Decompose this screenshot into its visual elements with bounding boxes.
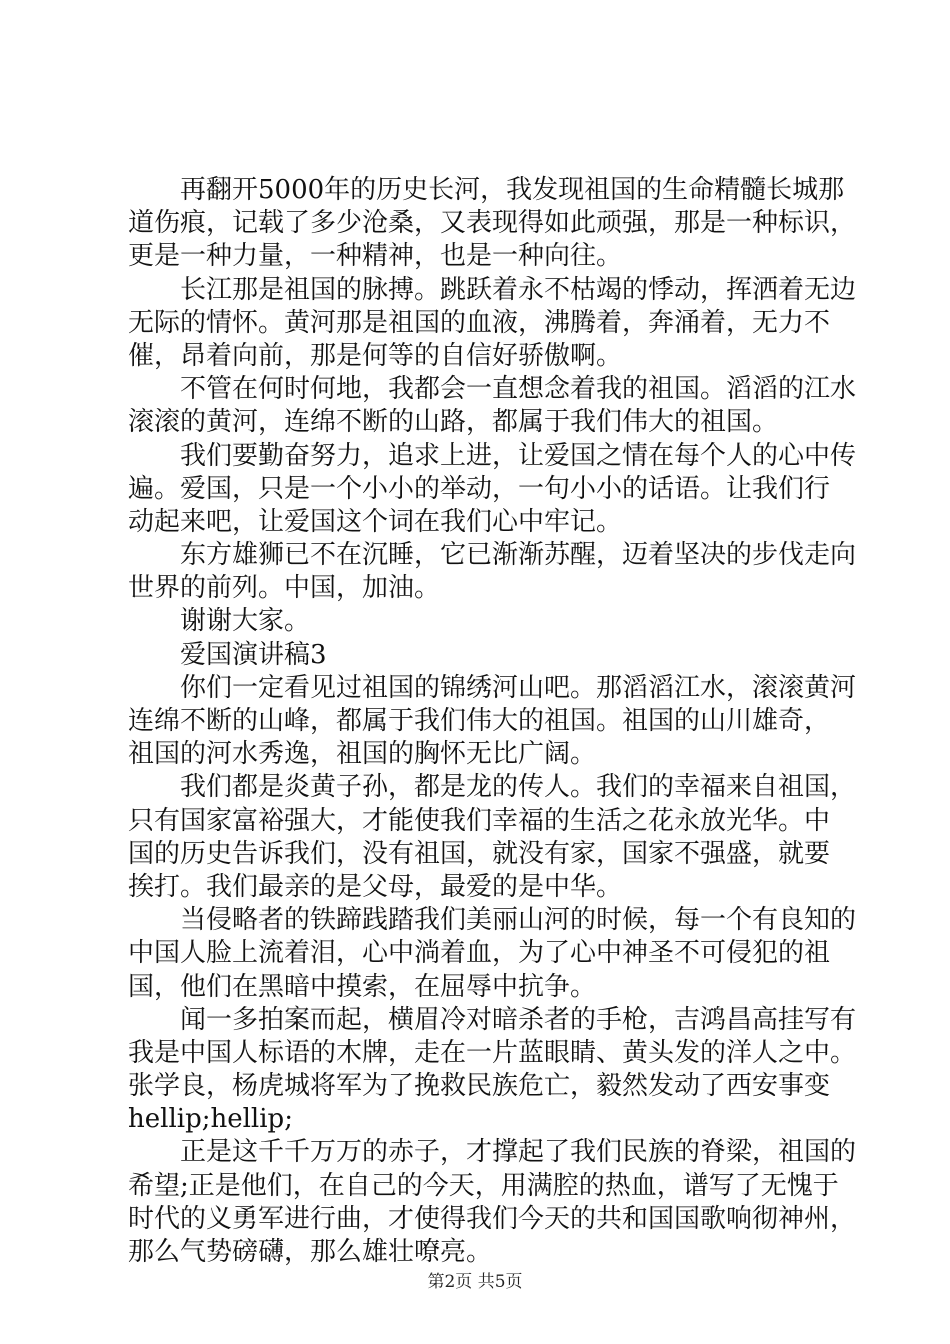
text-line: 更是一种力量，一种精神，也是一种向往。 [128,241,623,272]
text-line: 正是这千千万万的赤子，才撑起了我们民族的脊梁，祖国的 [180,1137,857,1168]
text-line: 国的历史告诉我们，没有祖国，就没有家，国家不强盛，就要 [128,838,831,869]
text-line: 我们都是炎黄子孙，都是龙的传人。我们的幸福来自祖国， [180,772,857,803]
text-line: 挨打。我们最亲的是父母，最爱的是中华。 [128,871,623,902]
text-line: 国，他们在黑暗中摸索，在屈辱中抗争。 [128,971,597,1002]
text-line: hellip;hellip; [128,1104,293,1135]
text-line: 再翻开5000年的历史长河，我发现祖国的生命精髓长城那 [180,175,845,205]
text-line: 东方雄狮已不在沉睡，它已渐渐苏醒，迈着坚决的步伐走向 [180,540,857,571]
text-line: 爱国演讲稿3 [180,639,327,670]
text-line: 连绵不断的山峰，都属于我们伟大的祖国。祖国的山川雄奇， [128,706,831,736]
text-line: 那么气势磅礴，那么雄壮嘹亮。 [128,1237,493,1267]
text-line: 长江那是祖国的脉搏。跳跃着永不枯竭的悸动，挥洒着无边 [180,274,857,305]
text-line: 滚滚的黄河，连绵不断的山路，都属于我们伟大的祖国。 [128,407,779,438]
text-line: 世界的前列。中国，加油。 [128,573,441,604]
text-line: 谢谢大家。 [180,606,311,637]
text-line: 只有国家富裕强大，才能使我们幸福的生活之花永放光华。中 [128,805,831,836]
text-line: 不管在何时何地，我都会一直想念着我的祖国。滔滔的江水 [180,374,857,405]
text-line: 无际的情怀。黄河那是祖国的血液，沸腾着，奔涌着，无力不 [128,307,831,338]
text-line: 时代的义勇军进行曲，才使得我们今天的共和国国歌响彻神州， [128,1203,857,1234]
text-line: 动起来吧，让爱国这个词在我们心中牢记。 [128,506,623,537]
text-line: 道伤痕，记载了多少沧桑，又表现得如此顽强，那是一种标识， [128,208,857,239]
text-line: 你们一定看见过祖国的锦绣河山吧。那滔滔江水，滚滚黄河 [180,672,857,703]
text-line: 祖国的河水秀逸，祖国的胸怀无比广阔。 [128,739,597,770]
text-line: 遍。爱国，只是一个小小的举动，一句小小的话语。让我们行 [128,473,831,504]
text-line: 当侵略者的铁蹄践踏我们美丽山河的时候，每一个有良知的 [180,905,857,936]
text-line: 希望;正是他们，在自己的今天，用满腔的热血，谱写了无愧于 [128,1170,839,1201]
page-footer: 第2页 共5页 [427,1272,523,1292]
document-body [128,174,857,1269]
text-line: 催，昂着向前，那是何等的自信好骄傲啊。 [128,340,623,371]
text-line: 我是中国人标语的木牌，走在一片蓝眼睛、黄头发的洋人之中。 [128,1037,857,1068]
text-line: 闻一多拍案而起，横眉冷对暗杀者的手枪，吉鸿昌高挂写有 [180,1004,857,1035]
text-line: 中国人脸上流着泪，心中淌着血，为了心中神圣不可侵犯的祖 [128,938,831,969]
text-line: 张学良，杨虎城将军为了挽救民族危亡，毅然发动了西安事变 [128,1071,831,1102]
text-line: 我们要勤奋努力，追求上进，让爱国之情在每个人的心中传 [180,440,857,471]
